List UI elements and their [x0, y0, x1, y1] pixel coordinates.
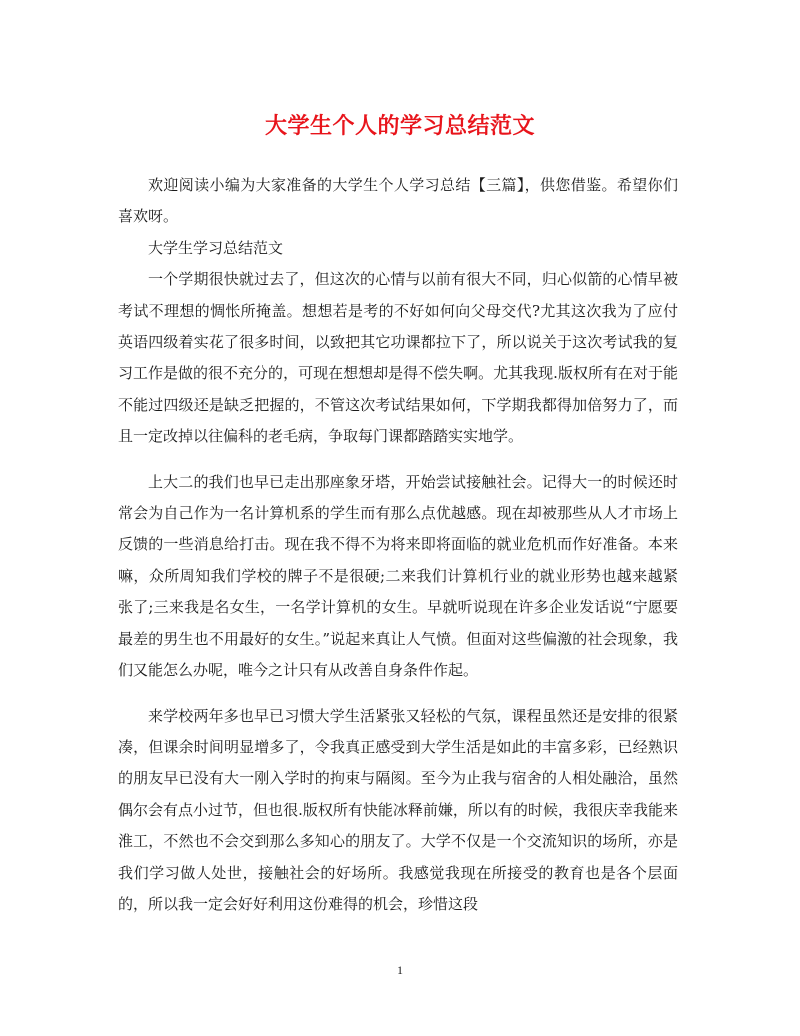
paragraph-1: 一个学期很快就过去了，但这次的心情与以前有很大不同，归心似箭的心情早被考试不理想的惆怅所掩盖。想想若是考的不好如何向父母交代?尤其这次我为了应付英语四级着实花了很多时间，以致把其它功课都拉下了，所以说关于这次考试我的复习工作是做的很不充分的，可现在想想却是得不偿失啊。尤其我现.版权所有在对于能不能过四级还是缺乏把握的，不管这次考试结果如何，下学期我都得加倍努力了，而且一定改掉以往偏科的老毛病，争取每门课都踏踏实实地学。: [118, 270, 678, 446]
document-body: [118, 170, 678, 920]
section-heading: 大学生学习总结范文: [148, 238, 284, 257]
paragraph-2: 上大二的我们也早已走出那座象牙塔，开始尝试接触社会。记得大一的时候还时常会为自己作为一名计算机系的学生而有那么点优越感。现在却被那些从人才市场上反馈的一些消息给打击。现在我不得不为将来即将面临的就业危机而作好准备。本来嘛，众所周知我们学校的牌子不是很硬;二来我们计算机行业的就业形势也越来越紧张了;三来我是名女生，一名学计算机的女生。早就听说现在许多企业发话说“宁愿要最差的男生也不用最好的女生。”说起来真让人气愤。但面对这些偏激的社会现象，我们又能怎么办呢，唯今之计只有从改善自身条件作起。: [118, 472, 678, 680]
paragraph-3: 来学校两年多也早已习惯大学生活紧张又轻松的气氛，课程虽然还是安排的很紧凑，但课余时间明显增多了，令我真正感受到大学生活是如此的丰富多彩，已经熟识的朋友早已没有大一刚入学时的拘束与隔阂。至今为止我与宿舍的人相处融洽，虽然偶尔会有点小过节，但也很.版权所有快能冰释前嫌，所以有的时候，我很庆幸我能来淮工，不然也不会交到那么多知心的朋友了。大学不仅是一个交流知识的场所，亦是我们学习做人处世，接触社会的好场所。我感觉我现在所接受的教育也是各个层面的，所以我一定会好好利用这份难得的机会，珍惜这段: [118, 706, 678, 913]
document-title: 大学生个人的学习总结范文: [264, 113, 535, 139]
paragraph-intro: 欢迎阅读小编为大家准备的大学生个人学习总结【三篇】，供您借鉴。希望你们喜欢呀。: [118, 176, 678, 226]
page-number: 1: [397, 963, 403, 977]
